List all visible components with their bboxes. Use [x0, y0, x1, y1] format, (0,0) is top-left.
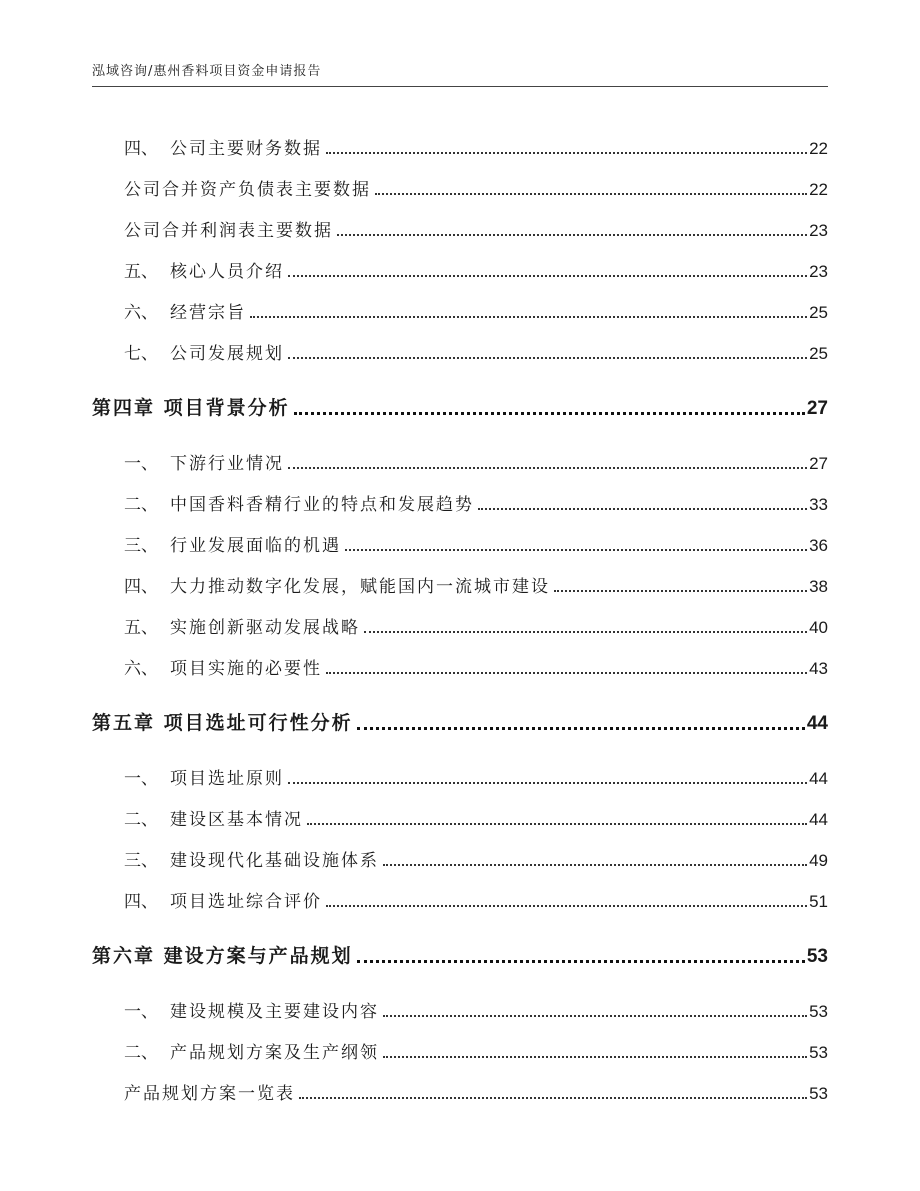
toc-entry[interactable] [92, 159, 828, 200]
toc-page-number: 25 [809, 344, 828, 363]
toc-entry-title [92, 393, 290, 420]
toc-page-number: 49 [809, 851, 828, 870]
table-of-contents [92, 118, 828, 1104]
toc-leader-dots [383, 1015, 807, 1017]
toc-entry-text: 项目选址综合评价 [170, 892, 322, 912]
toc-entry-number: 六、 [124, 659, 158, 679]
toc-leader-dots [357, 960, 805, 963]
toc-page-number: 27 [809, 454, 828, 473]
toc-entry-title [124, 846, 379, 871]
toc-entry-number: 四、 [124, 139, 158, 159]
toc-page-number: 43 [809, 659, 828, 678]
toc-page-number: 53 [809, 1084, 828, 1103]
toc-entry[interactable] [92, 556, 828, 597]
toc-entry-title [124, 134, 322, 159]
toc-entry-title [124, 1038, 379, 1063]
toc-leader-dots [383, 864, 807, 866]
toc-entry-number: 六、 [124, 303, 158, 323]
toc-chapter-entry[interactable] [92, 364, 828, 422]
toc-entry-text: 大力推动数字化发展，赋能国内一流城市建设 [170, 577, 550, 597]
toc-entry[interactable] [92, 323, 828, 364]
toc-page-number: 51 [809, 892, 828, 911]
header-divider [92, 86, 828, 87]
toc-entry-title [124, 654, 322, 679]
toc-entry[interactable] [92, 1063, 828, 1104]
toc-leader-dots [299, 1097, 807, 1099]
toc-leader-dots [288, 357, 807, 359]
toc-entry-title [124, 997, 379, 1022]
toc-entry[interactable] [92, 282, 828, 323]
toc-entry-text: 产品规划方案一览表 [124, 1084, 295, 1104]
toc-entry-title [124, 764, 284, 789]
toc-entry-text: 项目实施的必要性 [170, 659, 322, 679]
toc-leader-dots [250, 316, 807, 318]
toc-entry[interactable] [92, 830, 828, 871]
toc-entry-number: 五、 [124, 262, 158, 282]
toc-page-number: 44 [809, 810, 828, 829]
toc-page-number: 36 [809, 536, 828, 555]
toc-entry-number: 二、 [124, 495, 158, 515]
toc-page-number: 25 [809, 303, 828, 322]
toc-entry-title [124, 449, 284, 474]
toc-leader-dots [345, 549, 807, 551]
toc-leader-dots [294, 412, 805, 415]
toc-page-number: 38 [809, 577, 828, 596]
toc-entry[interactable] [92, 515, 828, 556]
toc-entry[interactable] [92, 597, 828, 638]
toc-page-number: 22 [809, 139, 828, 158]
toc-entry[interactable] [92, 422, 828, 474]
toc-leader-dots [288, 782, 807, 784]
toc-leader-dots [357, 727, 805, 730]
toc-entry-text: 第五章 项目选址可行性分析 [92, 712, 353, 734]
toc-leader-dots [375, 193, 807, 195]
toc-entry-text: 行业发展面临的机遇 [170, 536, 341, 556]
toc-entry-title [124, 257, 284, 282]
toc-chapter-entry[interactable] [92, 912, 828, 970]
toc-entry-text: 公司合并利润表主要数据 [124, 221, 333, 241]
toc-page-number: 53 [809, 1002, 828, 1021]
toc-page-number: 27 [806, 398, 828, 419]
toc-page-number: 53 [806, 946, 828, 967]
toc-entry[interactable] [92, 737, 828, 789]
toc-entry-number: 三、 [124, 851, 158, 871]
toc-entry-number: 五、 [124, 618, 158, 638]
toc-leader-dots [383, 1056, 807, 1058]
toc-page-number: 44 [809, 769, 828, 788]
toc-entry-title [124, 572, 550, 597]
toc-entry-title [124, 298, 246, 323]
toc-leader-dots [307, 823, 807, 825]
toc-entry-number: 二、 [124, 810, 158, 830]
toc-entry[interactable] [92, 241, 828, 282]
toc-page-number: 53 [809, 1043, 828, 1062]
toc-entry-number: 四、 [124, 577, 158, 597]
toc-entry-text: 下游行业情况 [170, 454, 284, 474]
toc-entry-number: 一、 [124, 769, 158, 789]
toc-page-number: 33 [809, 495, 828, 514]
toc-entry-text: 第六章 建设方案与产品规划 [92, 945, 353, 967]
toc-entry[interactable] [92, 474, 828, 515]
toc-chapter-entry[interactable] [92, 679, 828, 737]
toc-entry-title [124, 1079, 295, 1104]
toc-entry-number: 四、 [124, 892, 158, 912]
toc-entry-text: 第四章 项目背景分析 [92, 397, 290, 419]
toc-entry-number: 三、 [124, 536, 158, 556]
toc-leader-dots [326, 152, 807, 154]
toc-page-number: 40 [809, 618, 828, 637]
toc-entry-title [124, 805, 303, 830]
toc-entry[interactable] [92, 118, 828, 159]
toc-leader-dots [337, 234, 807, 236]
page-header: 泓域咨询/惠州香料项目资金申请报告 [92, 64, 322, 79]
toc-entry-title [92, 941, 353, 968]
toc-entry-text: 实施创新驱动发展战略 [170, 618, 360, 638]
toc-leader-dots [288, 467, 807, 469]
toc-entry-number: 七、 [124, 344, 158, 364]
toc-entry[interactable] [92, 200, 828, 241]
toc-entry-text: 公司合并资产负债表主要数据 [124, 180, 371, 200]
toc-entry-text: 公司发展规划 [170, 344, 284, 364]
toc-entry-text: 建设规模及主要建设内容 [170, 1002, 379, 1022]
toc-entry-number: 一、 [124, 454, 158, 474]
toc-leader-dots [554, 590, 807, 592]
toc-entry-title [124, 175, 371, 200]
toc-entry[interactable] [92, 970, 828, 1022]
toc-entry-title [124, 339, 284, 364]
toc-entry[interactable] [92, 638, 828, 679]
toc-entry-title [124, 613, 360, 638]
toc-page-number: 23 [809, 262, 828, 281]
toc-leader-dots [478, 508, 807, 510]
toc-page-number: 23 [809, 221, 828, 240]
toc-entry[interactable] [92, 1022, 828, 1063]
toc-leader-dots [326, 672, 807, 674]
toc-leader-dots [288, 275, 807, 277]
toc-entry[interactable] [92, 789, 828, 830]
toc-entry-text: 公司主要财务数据 [170, 139, 322, 159]
toc-entry-number: 一、 [124, 1002, 158, 1022]
toc-entry-title [124, 490, 474, 515]
toc-entry-text: 经营宗旨 [170, 303, 246, 323]
toc-entry-title [92, 708, 353, 735]
toc-entry[interactable] [92, 871, 828, 912]
toc-entry-text: 建设区基本情况 [170, 810, 303, 830]
toc-leader-dots [326, 905, 807, 907]
toc-entry-text: 中国香料香精行业的特点和发展趋势 [170, 495, 474, 515]
toc-entry-title [124, 887, 322, 912]
toc-page-number: 22 [809, 180, 828, 199]
toc-entry-text: 建设现代化基础设施体系 [170, 851, 379, 871]
toc-entry-text: 项目选址原则 [170, 769, 284, 789]
toc-entry-text: 核心人员介绍 [170, 262, 284, 282]
toc-entry-text: 产品规划方案及生产纲领 [170, 1043, 379, 1063]
toc-page-number: 44 [806, 713, 828, 734]
toc-entry-number: 二、 [124, 1043, 158, 1063]
toc-entry-title [124, 216, 333, 241]
toc-leader-dots [364, 631, 807, 633]
toc-entry-title [124, 531, 341, 556]
